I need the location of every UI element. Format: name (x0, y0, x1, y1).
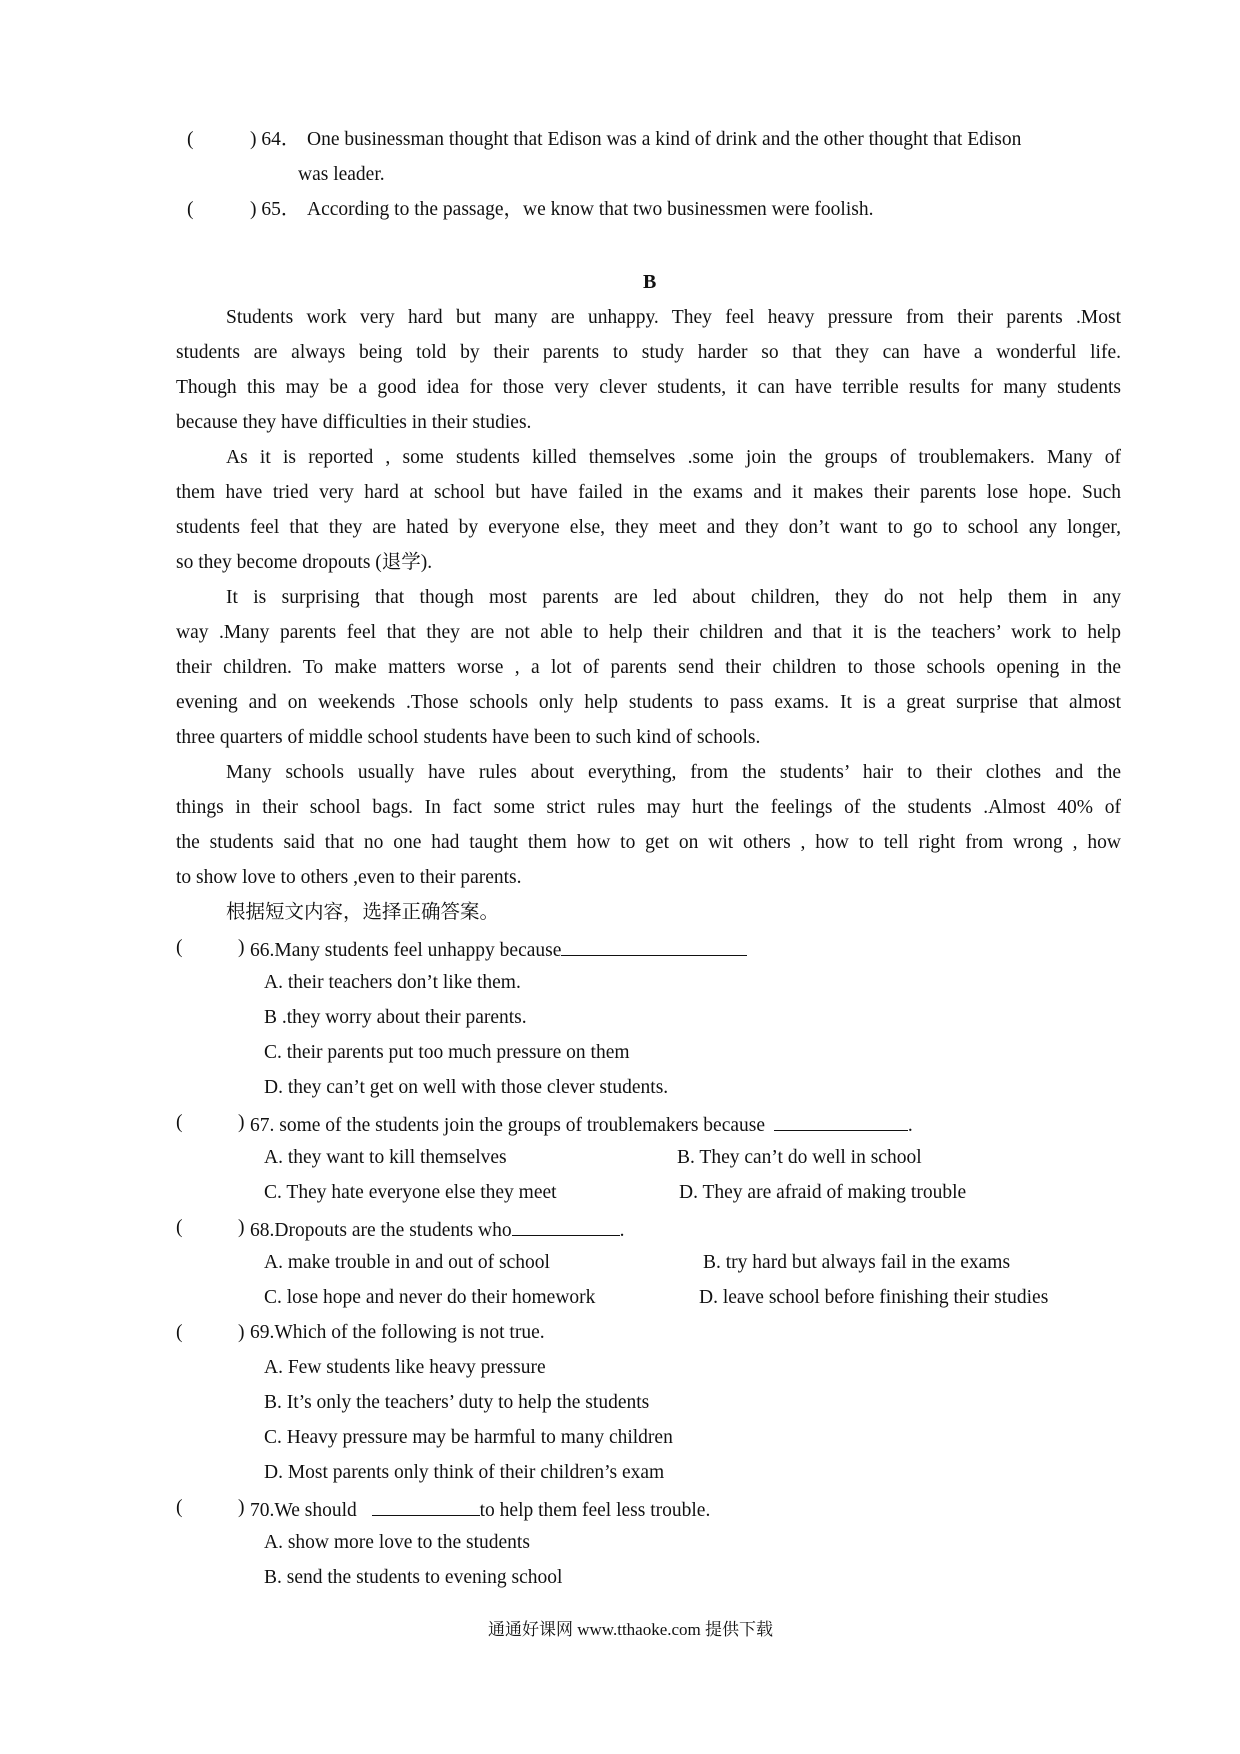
option: C. their parents put too much pressure on them (264, 1042, 630, 1063)
question-number: ) 65． (250, 199, 301, 220)
question-stem (250, 935, 747, 964)
question-text: According to the passage，we know that two businessmen were foolish. (307, 199, 874, 220)
option: B. They can’t do well in school (677, 1147, 922, 1168)
question-number: ) 64． (250, 129, 301, 150)
answer-blank[interactable] (372, 1495, 480, 1516)
question-stem (250, 1495, 710, 1524)
passage-line: students are always being told by their parents to study harder so that they can have a wonderful life. (176, 342, 1121, 363)
answer-paren-open: ( (187, 199, 194, 220)
passage-line: three quarters of middle school students have been to such kind of schools. (176, 727, 761, 748)
question-stem-text: 70.We should (250, 1500, 357, 1521)
option: B. It’s only the teachers’ duty to help the students (264, 1392, 650, 1413)
option: B. send the students to evening school (264, 1567, 563, 1588)
option: C. lose hope and never do their homework (264, 1287, 596, 1308)
question-stem-end: to help them feel less trouble. (479, 1500, 711, 1521)
passage-line: It is surprising that though most parents are led about children, they do not help them in any (226, 587, 1121, 608)
section-title: B (643, 271, 657, 293)
question-text-cont: was leader. (298, 164, 385, 185)
instruction: 根据短文内容，选择正确答案。 (226, 902, 500, 923)
passage-line: Students work very hard but many are unhappy. They feel heavy pressure from their parents .Most (226, 307, 1121, 328)
question-stem (250, 1215, 624, 1244)
question-stem-text: 67. some of the students join the groups of troublemakers because (250, 1115, 766, 1136)
passage-line: the students said that no one had taught them how to get on wit others , how to tell right from wrong , how (176, 832, 1121, 853)
passage-line: Though this may be a good idea for those very clever students, it can have terrible results for many students (176, 377, 1121, 398)
option: D. They are afraid of making trouble (679, 1182, 967, 1203)
option: B .they worry about their parents. (264, 1007, 527, 1028)
passage-line: to show love to others ,even to their parents. (176, 867, 522, 888)
option: D. leave school before finishing their studies (699, 1287, 1049, 1308)
answer-blank[interactable] (561, 935, 747, 956)
answer-paren-open: ( (176, 1217, 183, 1238)
option: A. make trouble in and out of school (264, 1252, 550, 1273)
answer-paren-open: ( (176, 1112, 183, 1133)
answer-blank[interactable] (512, 1215, 620, 1236)
option: B. try hard but always fail in the exams (703, 1252, 1011, 1273)
option: A. they want to kill themselves (264, 1147, 507, 1168)
option: A. Few students like heavy pressure (264, 1357, 546, 1378)
question-stem-text: 66.Many students feel unhappy because (250, 940, 562, 961)
answer-paren-open: ( (176, 937, 183, 958)
answer-paren-open: ( (176, 1497, 183, 1518)
question-stem-text: 68.Dropouts are the students who (250, 1220, 512, 1241)
passage-line: things in their school bags. In fact some strict rules may hurt the feelings of the students .Almost 40% of (176, 797, 1121, 818)
passage-line: because they have difficulties in their studies. (176, 412, 532, 433)
option: A. show more love to the students (264, 1532, 530, 1553)
option: D. Most parents only think of their children’s exam (264, 1462, 665, 1483)
passage-line: their children. To make matters worse , a lot of parents send their children to those schools opening in the (176, 657, 1121, 678)
answer-blank[interactable] (774, 1110, 908, 1131)
answer-paren-open: ( (176, 1322, 183, 1343)
passage-line: As it is reported , some students killed themselves .some join the groups of troublemakers. Many of (226, 447, 1121, 468)
option: A. their teachers don’t like them. (264, 972, 521, 993)
option: C. Heavy pressure may be harmful to many children (264, 1427, 673, 1448)
answer-paren-close: ) (238, 937, 245, 958)
question-stem: 69.Which of the following is not true. (250, 1322, 545, 1343)
question-stem (250, 1110, 913, 1139)
passage-line: so they become dropouts (退学). (176, 552, 433, 573)
answer-paren-open: ( (187, 129, 194, 150)
answer-paren-close: ) (238, 1217, 245, 1238)
question-stem-end: . (907, 1115, 913, 1136)
option: C. They hate everyone else they meet (264, 1182, 557, 1203)
page-footer: 通通好课网 www.tthaoke.com 提供下载 (488, 1620, 774, 1639)
passage-line: Many schools usually have rules about everything, from the students’ hair to their clothes and the (226, 762, 1121, 783)
passage-line: evening and on weekends .Those schools only help students to pass exams. It is a great surprise that almost (176, 692, 1121, 713)
answer-paren-close: ) (238, 1322, 245, 1343)
passage-line: them have tried very hard at school but have failed in the exams and it makes their parents lose hope. Such (176, 482, 1121, 503)
option: D. they can’t get on well with those clever students. (264, 1077, 669, 1098)
answer-paren-close: ) (238, 1497, 245, 1518)
question-stem-end: . (619, 1220, 625, 1241)
passage-line: way .Many parents feel that they are not able to help their children and that it is the teachers’ work to help (176, 622, 1121, 643)
question-text: One businessman thought that Edison was a kind of drink and the other thought that Edison (307, 129, 1022, 150)
answer-paren-close: ) (238, 1112, 245, 1133)
passage-line: students feel that they are hated by everyone else, they meet and they don’t want to go to school any longer, (176, 517, 1121, 538)
